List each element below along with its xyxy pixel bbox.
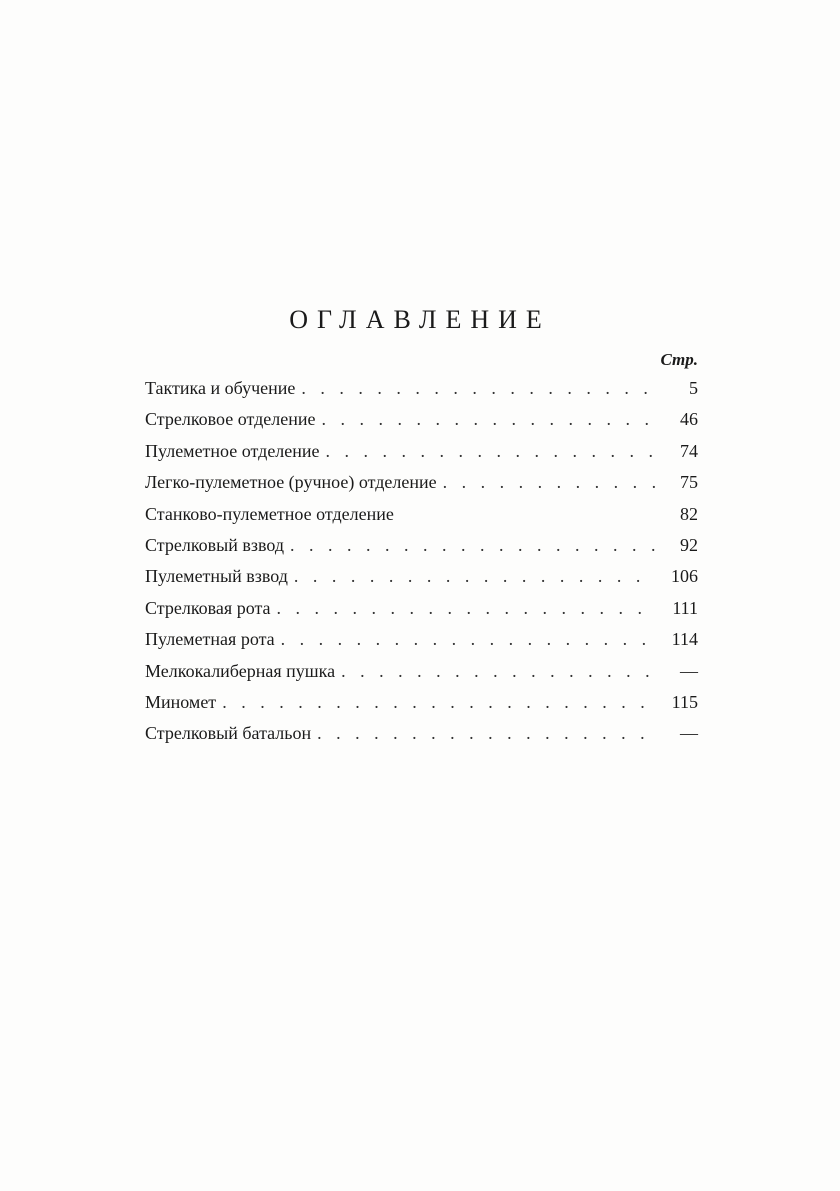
- toc-entry-page: —: [680, 660, 698, 681]
- toc-entry-page: 46: [680, 409, 698, 430]
- toc-entry-label: Станково-пулеметное отделение: [145, 503, 394, 524]
- dot-leader: [290, 535, 656, 556]
- toc-entry: [145, 504, 698, 535]
- toc-entry-label: Миномет: [145, 691, 217, 712]
- toc-entry-label: Стрелковая рота: [145, 597, 271, 618]
- toc-entry: [145, 661, 698, 692]
- toc-entry: [145, 472, 698, 503]
- toc-entry: [145, 629, 698, 660]
- toc-entry-page: 92: [680, 534, 698, 555]
- toc-entry-label: Стрелковый взвод: [145, 534, 285, 555]
- toc-entry: [145, 441, 698, 472]
- toc-entry: [145, 535, 698, 566]
- toc-entry: [145, 723, 698, 754]
- toc-entry-page: 106: [671, 566, 698, 587]
- dot-leader: [443, 472, 656, 493]
- dot-leader: [294, 566, 656, 587]
- toc-entry-label: Пулеметное отделение: [145, 440, 320, 461]
- dot-leader: [326, 441, 656, 462]
- dot-leader: [281, 629, 656, 650]
- toc-entry: [145, 409, 698, 440]
- toc-entry: [145, 598, 698, 629]
- page-column-header: Стр.: [660, 350, 698, 369]
- toc-entry: [145, 692, 698, 723]
- toc-entry-page: 82: [680, 503, 698, 524]
- dot-leader: [341, 661, 656, 682]
- toc-entry-page: 74: [680, 440, 698, 461]
- toc-entry-page: —: [680, 723, 698, 744]
- toc-entry-page: 111: [672, 597, 698, 618]
- toc-entry-label: Пулеметная рота: [145, 629, 275, 650]
- dot-leader: [322, 409, 656, 430]
- table-of-contents: [145, 378, 698, 755]
- toc-entry: [145, 566, 698, 597]
- dot-leader: [301, 378, 656, 399]
- dot-leader: [317, 723, 656, 744]
- toc-entry-page: 115: [671, 691, 698, 712]
- toc-entry-label: Тактика и обучение: [145, 378, 296, 398]
- toc-entry-label: Легко-пулеметное (ручное) отделение: [145, 472, 437, 493]
- toc-entry-page: 114: [671, 629, 698, 650]
- dot-leader: [277, 598, 656, 619]
- toc-entry-label: Стрелковый батальон: [145, 723, 312, 744]
- toc-entry-label: Пулеметный взвод: [145, 566, 288, 587]
- toc-entry-label: Стрелковое отделение: [145, 409, 316, 430]
- dot-leader: [222, 692, 656, 713]
- page-title: ОГЛАВЛЕНИЕ: [289, 305, 551, 335]
- toc-entry-page: 75: [680, 472, 698, 493]
- toc-entry-page: 5: [689, 378, 698, 398]
- toc-entry: [145, 378, 698, 409]
- toc-entry-label: Мелкокалиберная пушка: [145, 660, 336, 681]
